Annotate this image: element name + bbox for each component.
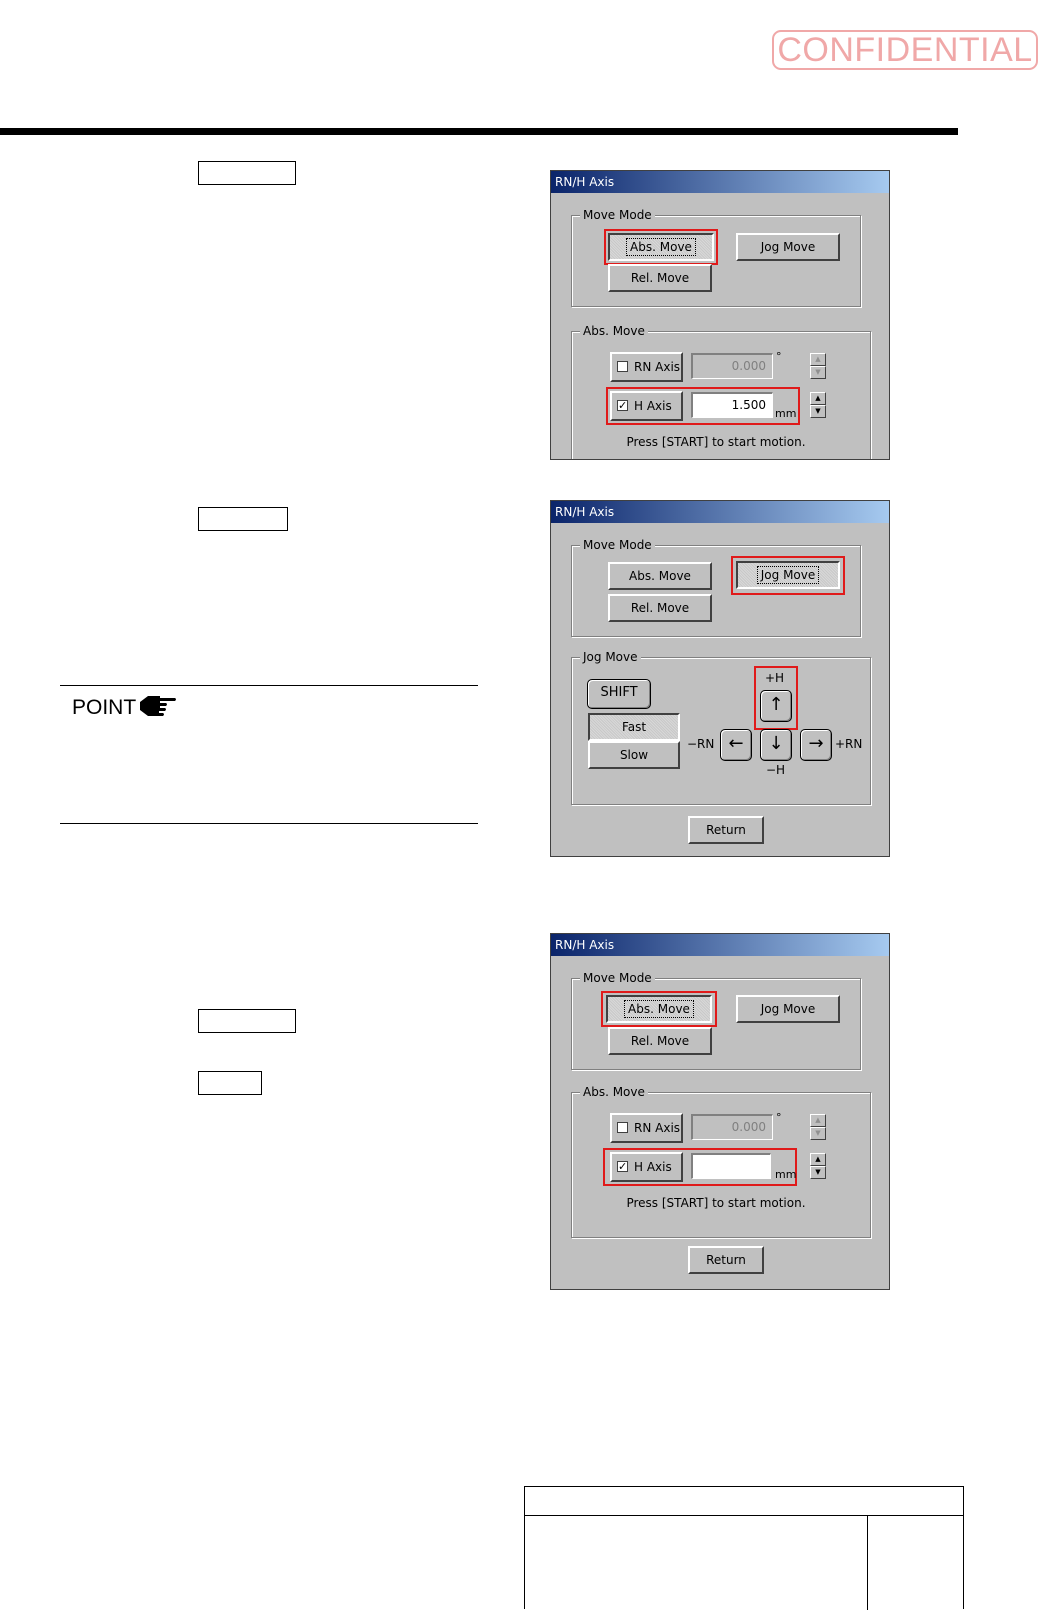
jog-down-button[interactable]: ↓ xyxy=(760,729,792,761)
header-rule xyxy=(0,128,958,135)
checkbox-unchecked-icon xyxy=(617,361,628,372)
return-button[interactable]: Return xyxy=(688,816,764,844)
rel-move-button[interactable]: Rel. Move xyxy=(608,264,712,292)
h-spin-down[interactable]: ▼ xyxy=(810,1166,826,1179)
rn-axis-field: 0.000 xyxy=(691,1114,773,1140)
rel-move-button[interactable]: Rel. Move xyxy=(608,594,712,622)
plus-rn-label: +RN xyxy=(835,737,863,751)
jog-move-label: Jog Move xyxy=(580,649,641,665)
h-unit: mm xyxy=(775,1168,797,1181)
point-heading xyxy=(72,692,178,724)
footer-table xyxy=(524,1486,964,1609)
pointing-hand-icon xyxy=(138,692,178,724)
jog-move-button[interactable]: Jog Move xyxy=(736,233,840,261)
key-box-3 xyxy=(198,1009,296,1033)
point-label: POINT xyxy=(72,696,137,719)
move-mode-label: Move Mode xyxy=(580,970,655,986)
plus-h-label: +H xyxy=(765,671,785,685)
point-top-rule xyxy=(60,685,478,686)
rn-unit: ° xyxy=(776,1111,782,1124)
dialog-abs-move-1 xyxy=(550,170,890,460)
rn-spin-down: ▼ xyxy=(810,366,826,379)
footer-table-column-divider xyxy=(867,1515,868,1610)
minus-h-label: −H xyxy=(766,763,786,777)
abs-move-button[interactable]: Abs. Move xyxy=(606,995,712,1023)
jog-move-button[interactable]: Jog Move xyxy=(736,995,840,1023)
shift-button[interactable]: SHIFT xyxy=(587,679,651,709)
rn-spin-up: ▲ xyxy=(810,1114,826,1127)
move-mode-label: Move Mode xyxy=(580,207,655,223)
rn-spin-up: ▲ xyxy=(810,353,826,366)
dialog-title: RN/H Axis xyxy=(551,934,889,956)
rel-move-button[interactable]: Rel. Move xyxy=(608,1027,712,1055)
key-box-2 xyxy=(198,507,288,531)
jog-left-button[interactable]: ← xyxy=(720,729,752,761)
abs-move-label: Abs. Move xyxy=(580,1084,648,1100)
rn-axis-checkbox[interactable]: RN Axis xyxy=(610,1113,683,1143)
jog-right-button[interactable]: → xyxy=(800,729,832,761)
start-hint: Press [START] to start motion. xyxy=(626,435,806,449)
dialog-title: RN/H Axis xyxy=(551,171,889,193)
h-unit: mm xyxy=(775,407,797,420)
key-box-1 xyxy=(198,161,296,185)
h-axis-checkbox[interactable]: ✓ H Axis xyxy=(610,1152,683,1182)
checkbox-checked-icon: ✓ xyxy=(618,1160,628,1173)
checkbox-unchecked-icon xyxy=(617,1122,628,1133)
h-spin-down[interactable]: ▼ xyxy=(810,405,826,418)
footer-table-divider xyxy=(525,1515,963,1516)
dialog-title: RN/H Axis xyxy=(551,501,889,523)
abs-move-button[interactable]: Abs. Move xyxy=(608,233,714,261)
checkbox-checked-icon: ✓ xyxy=(618,399,628,412)
h-axis-field[interactable] xyxy=(691,1153,771,1179)
rn-spin-down: ▼ xyxy=(810,1127,826,1140)
h-axis-field[interactable]: 1.500 xyxy=(691,392,773,418)
dialog-abs-move-2 xyxy=(550,933,890,1290)
dialog-jog-move xyxy=(550,500,890,857)
start-hint: Press [START] to start motion. xyxy=(626,1196,806,1210)
rn-unit: ° xyxy=(776,350,782,363)
move-mode-label: Move Mode xyxy=(580,537,655,553)
abs-move-label: Abs. Move xyxy=(580,323,648,339)
jog-move-button[interactable]: Jog Move xyxy=(736,561,840,589)
h-axis-checkbox[interactable]: ✓ H Axis xyxy=(610,391,683,421)
point-bottom-rule xyxy=(60,823,478,824)
abs-move-button[interactable]: Abs. Move xyxy=(608,562,712,590)
rn-axis-checkbox[interactable]: RN Axis xyxy=(610,352,683,382)
jog-up-button[interactable]: ↑ xyxy=(760,690,792,722)
key-box-4 xyxy=(198,1071,262,1095)
confidential-stamp: CONFIDENTIAL xyxy=(772,30,1038,70)
minus-rn-label: −RN xyxy=(687,737,715,751)
return-button[interactable]: Return xyxy=(688,1246,764,1274)
fast-button[interactable]: Fast xyxy=(588,713,680,741)
h-spin-up[interactable]: ▲ xyxy=(810,1153,826,1166)
rn-axis-field: 0.000 xyxy=(691,353,773,379)
h-spin-up[interactable]: ▲ xyxy=(810,392,826,405)
slow-button[interactable]: Slow xyxy=(588,741,680,769)
